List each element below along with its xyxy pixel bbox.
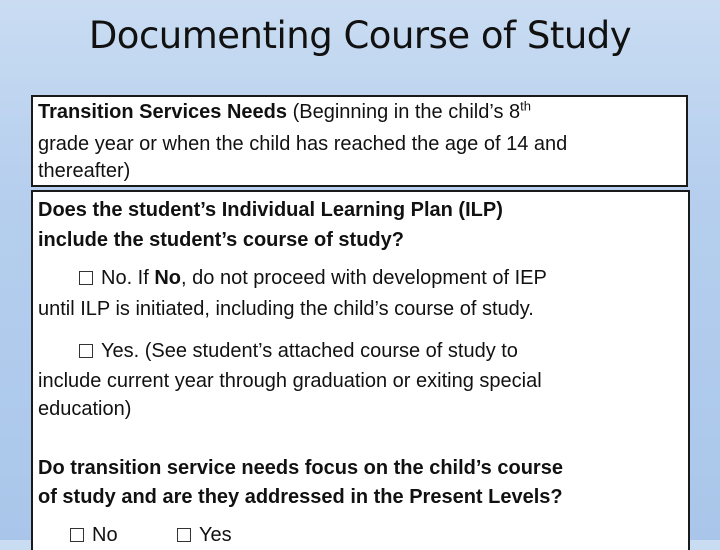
question-2-line-2: of study and are they addressed in the Present Levels? [38, 486, 563, 508]
page-title: Documenting Course of Study [88, 14, 632, 57]
option-no-line-1 [79, 265, 547, 291]
header-line-1 [38, 99, 531, 125]
question-1-line-1: Does the student’s Individual Learning Plan (ILP) [38, 199, 503, 221]
option-no-line-2: until ILP is initiated, including the child’s course of study. [38, 298, 534, 320]
option-yes-line-1 [79, 338, 518, 364]
question-1-line-2: include the student’s course of study? [38, 229, 404, 251]
q2-option-yes [177, 522, 232, 548]
question-2-line-1: Do transition service needs focus on the child’s course [38, 457, 563, 479]
checkbox-no[interactable] [79, 271, 93, 285]
header-line-3: thereafter) [38, 160, 131, 182]
option-yes-line-2: include current year through graduation or exiting special [38, 370, 542, 392]
checkbox-yes[interactable] [79, 344, 93, 358]
option-no-rest: , do not proceed with development of IEP [181, 267, 547, 289]
header-paren-text: (Beginning in the child’s 8 [287, 101, 521, 123]
q2-option-no [70, 522, 118, 548]
q2-option-no-label: No [92, 524, 118, 546]
option-no-bold: No [154, 267, 182, 289]
option-no-label: No. If [101, 267, 155, 289]
q2-option-yes-label: Yes [199, 524, 232, 546]
option-yes-label: Yes. (See student’s attached course of study to [101, 340, 518, 362]
section-label: Transition Services Needs [38, 101, 288, 123]
ordinal-suffix: th [520, 98, 531, 114]
option-yes-line-3: education) [38, 398, 132, 420]
header-line-2: grade year or when the child has reached the age of 14 and [38, 133, 568, 155]
